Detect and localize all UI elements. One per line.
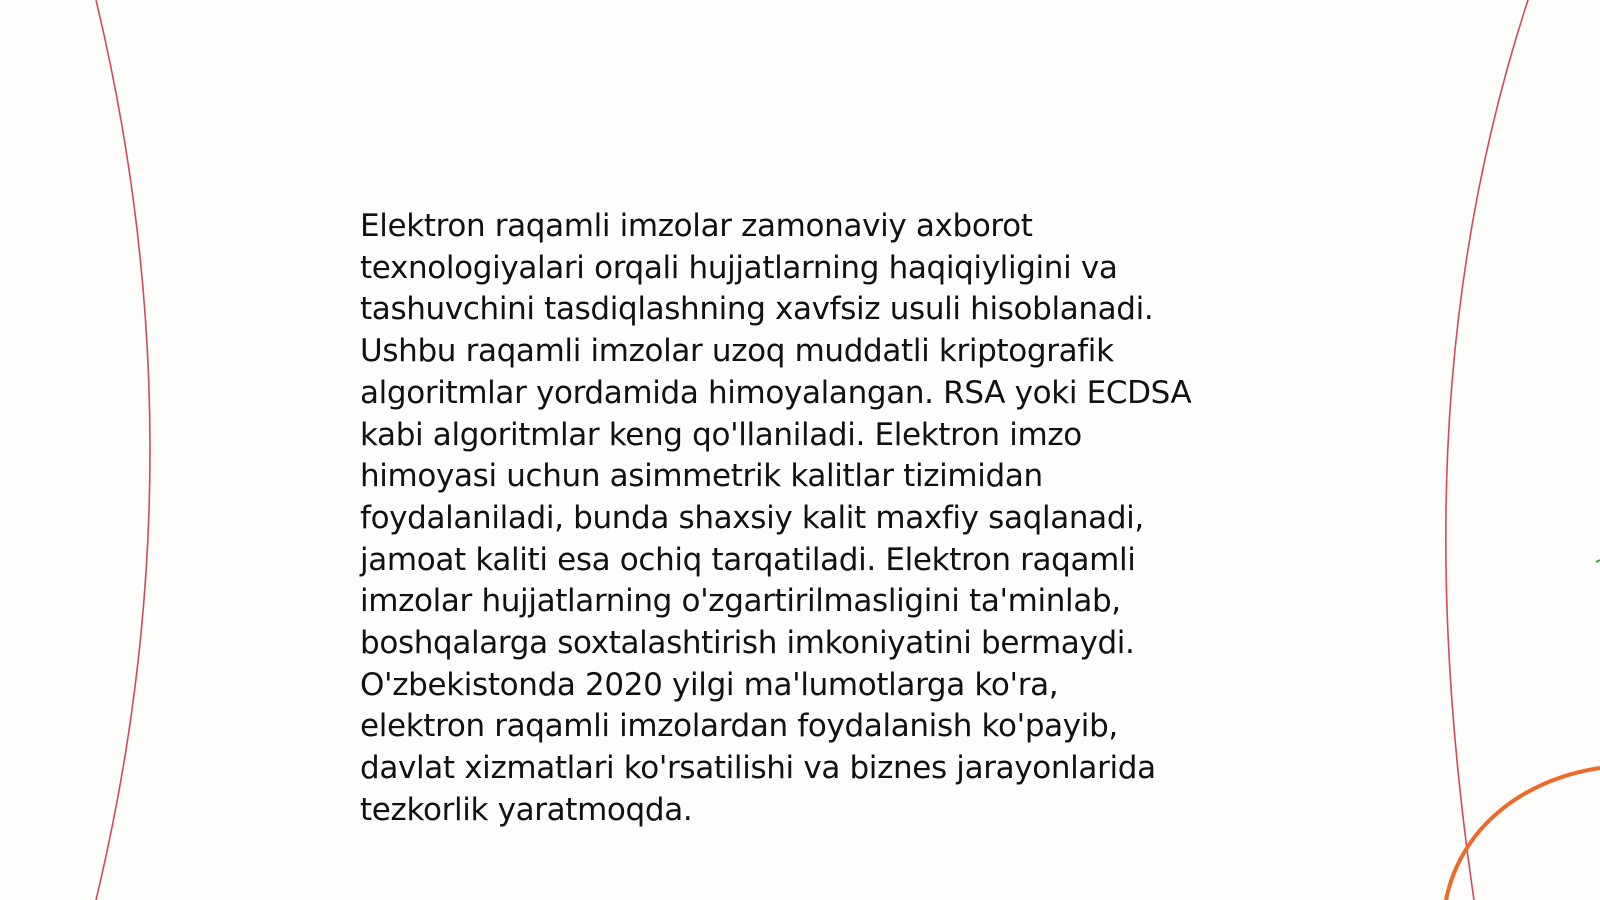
left-curve-line xyxy=(96,0,150,900)
orange-arc xyxy=(1446,768,1600,900)
green-tick xyxy=(1596,560,1600,562)
right-curve-line xyxy=(1446,0,1528,900)
body-paragraph: Elektron raqamli imzolar zamonaviy axborot texnologiyalari orqali hujjatlarning haqiqiyligini va tashuvchini tasdiqlashning xavfsiz usuli hisoblanadi. Ushbu raqamli imzolar uzoq muddatli kriptografik algoritmlar yordamida himoyalangan. RSA yoki ECDSA kabi algoritmlar keng qo'llaniladi. Elektron imzo himoyasi uchun asimmetrik kalitlar tizimidan foydalaniladi, bunda shaxsiy kalit maxfiy saqlanadi, jamoat kaliti esa ochiq tarqatiladi. Elektron raqamli imzolar hujjatlarning o'zgartirilmasligini ta'minlab, boshqalarga soxtalashtirish imkoniyatini bermaydi. O'zbekistonda 2020 yilgi ma'lumotlarga ko'ra, elektron raqamli imzolardan foydalanish ko'payib, davlat xizmatlari ko'rsatilishi va biznes jarayonlarida tezkorlik yaratmoqda. xyxy=(360,208,1192,828)
